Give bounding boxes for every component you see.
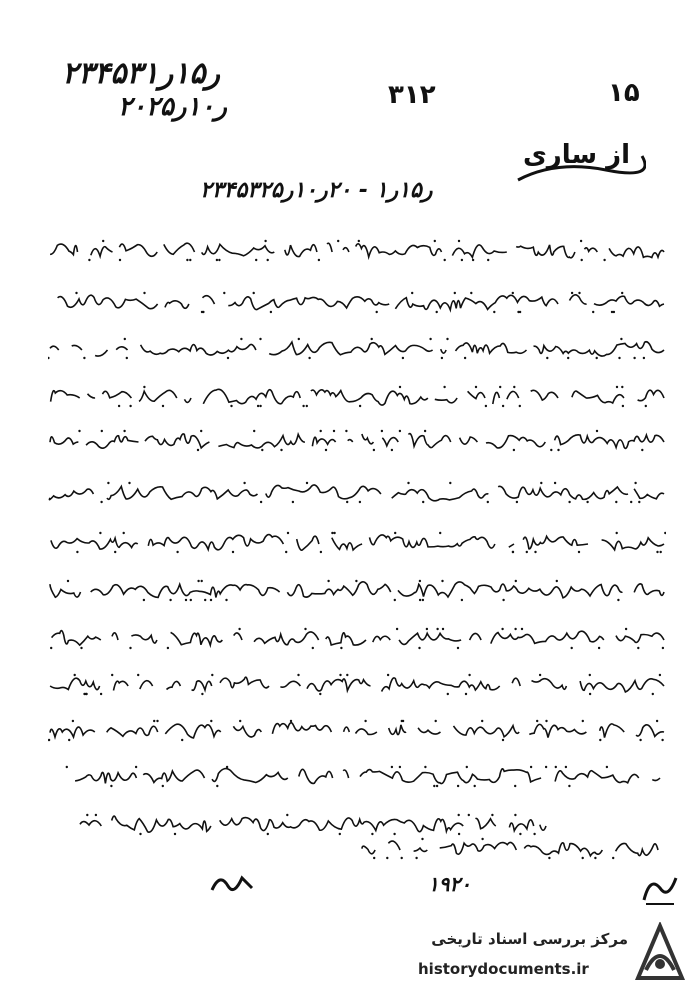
reference-code-top: ۲۳۴۵۳ر۱۵ر۱ — [62, 56, 220, 91]
footer-year: ۱۹۲۰ — [428, 872, 471, 896]
watermark-url: historydocuments.ir — [418, 960, 589, 978]
initials-mark — [208, 868, 258, 898]
handwritten-line — [48, 718, 666, 742]
handwritten-line — [62, 764, 662, 788]
handwritten-line — [48, 672, 666, 696]
handwritten-line — [48, 578, 666, 602]
handwritten-line — [48, 290, 666, 314]
watermark — [412, 918, 692, 990]
handwritten-line — [48, 238, 666, 262]
handwritten-line — [48, 336, 666, 360]
handwritten-line — [48, 626, 666, 650]
handwritten-line — [48, 384, 666, 408]
document-number-prefix: ۱۵ — [608, 78, 640, 108]
addressee-underline — [516, 150, 646, 190]
handwritten-line — [48, 530, 666, 554]
reference-date-top: ۲۰ر۱۰ر۲۵ — [118, 92, 227, 122]
handwritten-line — [48, 428, 666, 452]
document-number: ۳۱۲ — [388, 80, 436, 110]
watermark-title: مرکز بررسی اسناد تاریخی — [431, 930, 628, 948]
handwritten-line — [48, 480, 666, 504]
handwritten-line — [360, 836, 660, 860]
addressee: از ساری — [522, 140, 630, 170]
date-line: ۲۳۴۵۳ر۱۵ر۱ - ۲۰ر۱۰ر۲۵ — [200, 178, 433, 203]
archive-logo-icon — [630, 922, 690, 986]
handwritten-line — [78, 812, 548, 836]
signature-mark — [640, 870, 680, 906]
